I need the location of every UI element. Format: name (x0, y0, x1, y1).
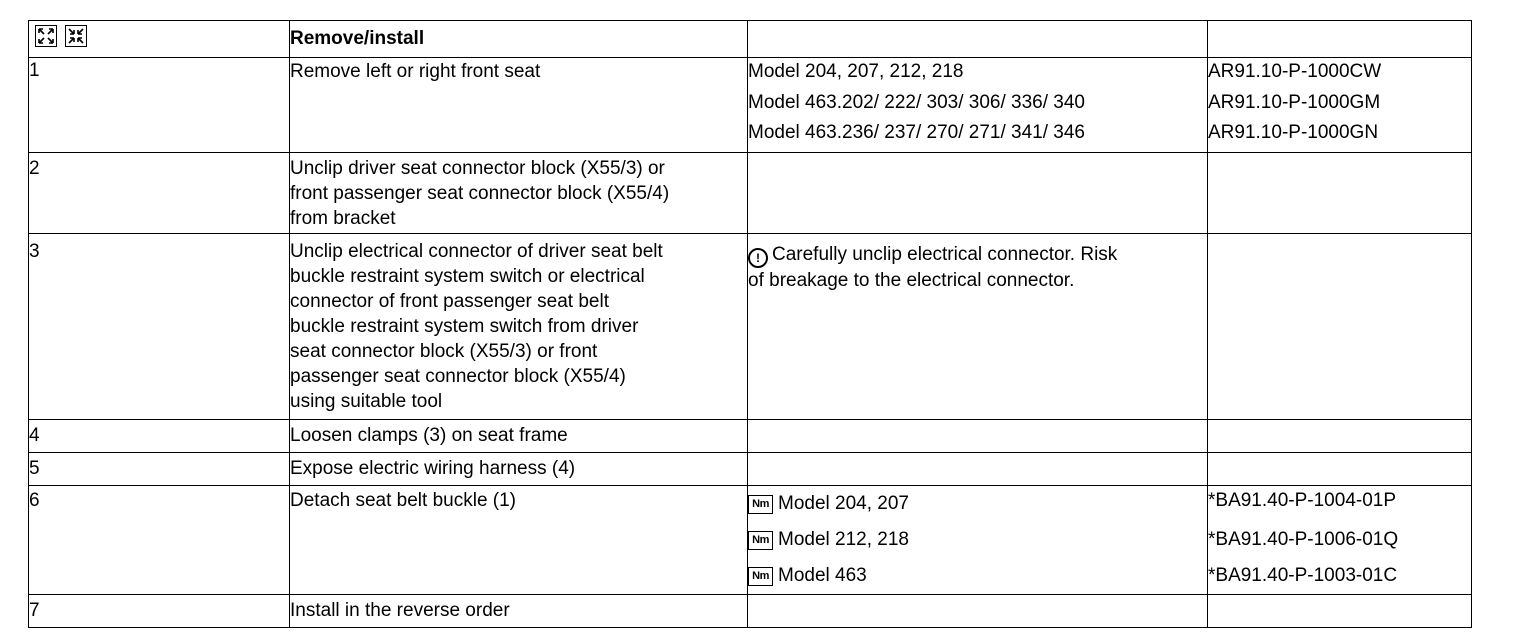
empty-cell (1208, 453, 1472, 486)
step-number: 3 (29, 234, 290, 420)
note-text-line: Carefully unclip electrical connector. Risk (772, 244, 1118, 265)
torque-info-cell (748, 486, 1208, 595)
model-line: Model 463.236/ 237/ 270/ 271/ 341/ 346 (748, 122, 1085, 143)
table-row (29, 58, 1472, 153)
step-number: 5 (29, 453, 290, 486)
step-text-line: from bracket (290, 208, 396, 229)
model-line: Model 204, 207 (778, 493, 909, 514)
reference-link[interactable]: *BA91.40-P-1004-01P (1208, 490, 1397, 511)
step-text: Expose electric wiring harness (4) (290, 453, 748, 486)
step-text-cell (290, 234, 748, 420)
step-number: 7 (29, 595, 290, 628)
model-line: Model 463 (778, 565, 867, 586)
torque-icon: Nm (748, 567, 773, 586)
step-number: 2 (29, 153, 290, 234)
empty-cell (1208, 595, 1472, 628)
step-text-line: front passenger seat connector block (X55/4) (290, 183, 670, 204)
reference-link[interactable]: AR91.10-P-1000GN (1208, 122, 1379, 143)
empty-cell (1208, 153, 1472, 234)
reference-link[interactable]: *BA91.40-P-1006-01Q (1208, 529, 1399, 550)
header-row (29, 21, 1472, 58)
step-text: Remove left or right front seat (290, 58, 748, 153)
step-note-cell (748, 234, 1208, 420)
table-row (29, 234, 1472, 420)
reference-link[interactable]: *BA91.40-P-1003-01C (1208, 565, 1398, 586)
reference-link[interactable]: AR91.10-P-1000GM (1208, 92, 1381, 113)
step-text: Detach seat belt buckle (1) (290, 486, 748, 595)
step-text-line: buckle restraint system switch or electrical (290, 266, 645, 287)
note-text-line: of breakage to the electrical connector. (748, 270, 1075, 291)
reference-link[interactable]: AR91.10-P-1000CW (1208, 61, 1382, 82)
step-number: 1 (29, 58, 290, 153)
step-text-line: buckle restraint system switch from driver (290, 316, 639, 337)
header-title: Remove/install (290, 21, 748, 58)
step-text-cell (290, 153, 748, 234)
table-row (29, 486, 1472, 595)
step-number: 4 (29, 420, 290, 453)
step-text-line: passenger seat connector block (X55/4) (290, 366, 626, 387)
caution-icon: ! (748, 248, 768, 268)
empty-cell (748, 153, 1208, 234)
step-text-line: Unclip driver seat connector block (X55/3) or (290, 158, 665, 179)
table-row (29, 595, 1472, 628)
table-row (29, 420, 1472, 453)
table-row (29, 453, 1472, 486)
model-line: Model 463.202/ 222/ 303/ 306/ 336/ 340 (748, 92, 1085, 113)
step-text-line: seat connector block (X55/3) or front (290, 341, 598, 362)
procedure-table (28, 20, 1472, 628)
table-row (29, 153, 1472, 234)
empty-cell (748, 420, 1208, 453)
torque-ref-cell (1208, 486, 1472, 595)
expand-view-icon[interactable] (35, 25, 57, 47)
step-text: Loosen clamps (3) on seat frame (290, 420, 748, 453)
header-icons-cell (29, 21, 290, 58)
step-text: Install in the reverse order (290, 595, 748, 628)
collapse-view-icon[interactable] (65, 25, 87, 47)
header-empty-cell (1208, 21, 1472, 58)
empty-cell (1208, 234, 1472, 420)
empty-cell (1208, 420, 1472, 453)
header-empty-cell (748, 21, 1208, 58)
step-ref-cell (1208, 58, 1472, 153)
step-info-cell (748, 58, 1208, 153)
empty-cell (748, 453, 1208, 486)
empty-cell (748, 595, 1208, 628)
torque-icon: Nm (748, 531, 773, 550)
model-line: Model 212, 218 (778, 529, 909, 550)
model-line: Model 204, 207, 212, 218 (748, 61, 964, 82)
step-text-line: Unclip electrical connector of driver seat belt (290, 241, 663, 262)
torque-icon: Nm (748, 495, 773, 514)
step-text-line: connector of front passenger seat belt (290, 291, 609, 312)
step-number: 6 (29, 486, 290, 595)
step-text-line: using suitable tool (290, 391, 443, 412)
